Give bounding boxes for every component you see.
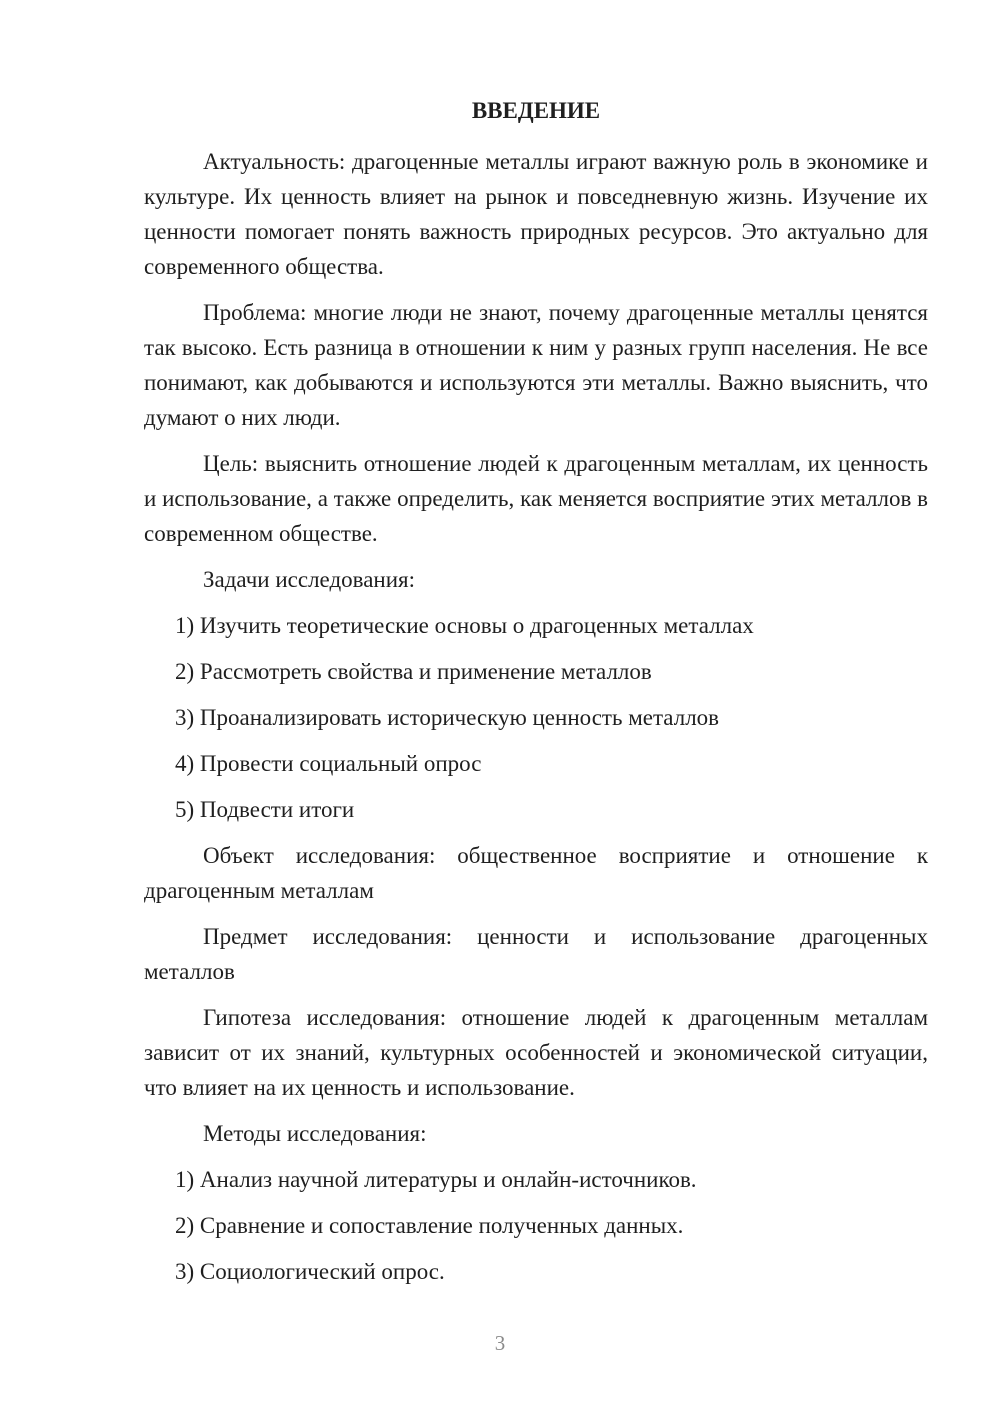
list-item: 2) Рассмотреть свойства и применение металлов <box>175 659 652 684</box>
list-item: 2) Сравнение и сопоставление полученных данных. <box>175 1213 684 1238</box>
page-number: 3 <box>494 1331 506 1355</box>
document-page <box>144 94 928 1300</box>
section-heading: ВВЕДЕНИЕ <box>471 98 601 123</box>
goal-paragraph: Цель: выяснить отношение людей к драгоценным металлам, их ценность и использование, а также определить, как меняется восприятие этих металлов в современном обществе. <box>144 451 928 546</box>
list-item: 1) Изучить теоретические основы о драгоценных металлах <box>175 613 754 638</box>
object-paragraph: Объект исследования: общественное восприятие и отношение к драгоценным металлам <box>144 843 928 903</box>
list-item: 4) Провести социальный опрос <box>175 751 482 776</box>
tasks-title: Задачи исследования: <box>203 567 416 592</box>
methods-list <box>144 1162 928 1289</box>
hypothesis-paragraph: Гипотеза исследования: отношение людей к драгоценным металлам зависит от их знаний, культурных особенностей и экономической ситуации, что влияет на их ценность и использование. <box>144 1005 928 1100</box>
problem-paragraph: Проблема: многие люди не знают, почему драгоценные металлы ценятся так высоко. Есть разница в отношении к ним у разных групп населения. Не все понимают, как добываются и используются эти металлы. Важно выяснить, что думают о них люди. <box>144 300 928 430</box>
list-item: 3) Социологический опрос. <box>175 1259 445 1284</box>
list-item: 5) Подвести итоги <box>175 797 355 822</box>
list-item: 3) Проанализировать историческую ценность металлов <box>175 705 720 730</box>
relevance-paragraph: Актуальность: драгоценные металлы играют важную роль в экономике и культуре. Их ценность влияет на рынок и повседневную жизнь. Изучение их ценности помогает понять важность природных ресурсов. Это актуально для современного общества. <box>144 149 928 279</box>
subject-paragraph: Предмет исследования: ценности и использование драгоценных металлов <box>144 924 928 984</box>
list-item: 1) Анализ научной литературы и онлайн-источников. <box>175 1167 697 1192</box>
tasks-list <box>144 608 928 827</box>
methods-title: Методы исследования: <box>203 1121 427 1146</box>
